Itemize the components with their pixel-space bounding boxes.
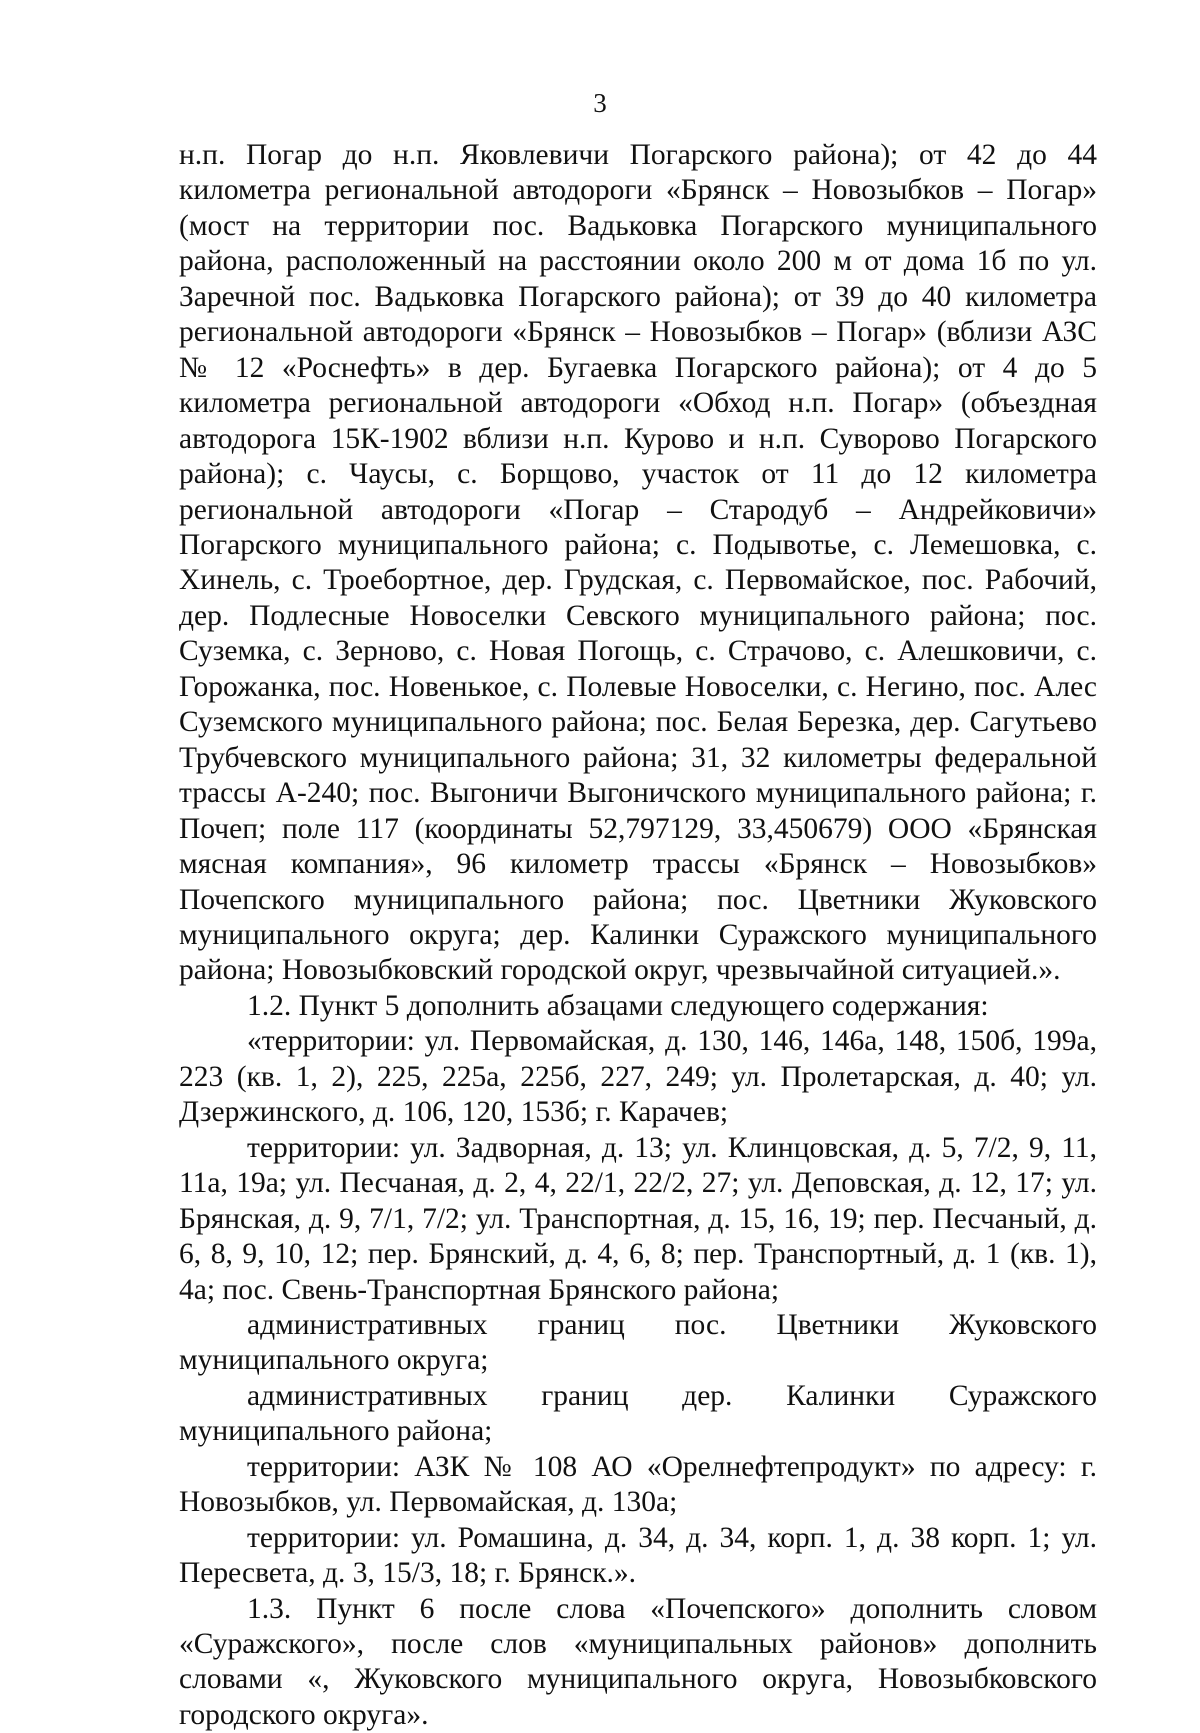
paragraph-kalinki: административных границ дер. Калинки Суражского муниципального района; — [179, 1379, 1097, 1448]
paragraph-tsvetniki: административных границ пос. Цветники Жуковского муниципального округа; — [179, 1308, 1097, 1377]
document-body — [179, 138, 1097, 1733]
paragraph-bryansk-district: территории: ул. Задворная, д. 13; ул. Клинцовская, д. 5, 7/2, 9, 11, 11а, 19а; ул. Песчаная, д. 2, 4, 22/1, 22/2, 27; ул. Деповская, д. 12, 17; ул. Брянская, д. 9, 7/1, 7/2; ул. Транспортная, д. 15, 16, 19; пер. Песчаный, д. 6, 8, 9, 10, 12; пер. Брянский, д. 4, 6, 8; пер. Транспортный, д. 1 (кв. 1), 4а; пос. Свень-Транспортная Брянского района; — [179, 1131, 1097, 1306]
paragraph-karachev: «территории: ул. Первомайская, д. 130, 146, 146а, 148, 150б, 199а, 223 (кв. 1, 2), 225, 225а, 225б, 227, 249; ул. Пролетарская, д. 40; ул. Дзержинского, д. 106, 120, 153б; г. Карачев; — [179, 1025, 1097, 1129]
paragraph-azk-novozybkov: территории: АЗК № 108 АО «Орелнефтепродукт» по адресу: г. Новозыбков, ул. Первомайская, д. 130а; — [179, 1450, 1097, 1519]
paragraph-item-1-2: 1.2. Пункт 5 дополнить абзацами следующего содержания: — [247, 989, 989, 1022]
paragraph-bryansk-city: территории: ул. Ромашина, д. 34, д. 34, корп. 1, д. 38 корп. 1; ул. Пересвета, д. 3, 15/3, 18; г. Брянск.». — [179, 1521, 1097, 1590]
paragraph-item-1-3: 1.3. Пункт 6 после слова «Почепского» дополнить словом «Суражского», после слов «муниципальных районов» дополнить словами «, Жуковского муниципального округа, Новозыбковского городского округа». — [179, 1592, 1097, 1731]
paragraph-continuation: н.п. Погар до н.п. Яковлевичи Погарского района); от 42 до 44 километра региональной автодороги «Брянск – Новозыбков – Погар» (мост на территории пос. Вадьковка Погарского муниципального района, расположенный на расстоянии около 200 м от дома 1б по ул. Заречной пос. Вадьковка Погарского района); от 39 до 40 километра региональной автодороги «Брянск – Новозыбков – Погар» (вблизи АЗС № 12 «Роснефть» в дер. Бугаевка Погарского района); от 4 до 5 километра региональной автодороги «Обход н.п. Погар» (объездная автодорога 15К-1902 вблизи н.п. Курово и н.п. Суворово Погарского района); с. Чаусы, с. Борщово, участок от 11 до 12 километра региональной автодороги «Погар – Стародуб – Андрейковичи» Погарского муниципального района; с. Подывотье, с. Лемешовка, с. Хинель, с. Троебортное, дер. Грудская, с. Первомайское, пос. Рабочий, дер. Подлесные Новоселки Севского муниципального района; пос. Суземка, с. Зерново, с. Новая Погощь, с. Страчово, с. Алешковичи, с. Горожанка, пос. Новенькое, с. Полевые Новоселки, с. Негино, пос. Алес Суземского муниципального района; пос. Белая Березка, дер. Сагутьево Трубчевского муниципального района; 31, 32 километры федеральной трассы А-240; пос. Выгоничи Выгоничского муниципального района; г. Почеп; поле 117 (координаты 52,797129, 33,450679) ООО «Брянская мясная компания», 96 километр трассы «Брянск – Новозыбков» Почепского муниципального района; пос. Цветники Жуковского муниципального округа; дер. Калинки Суражского муниципального района; Новозыбковский городской округ, чрезвычайной ситуацией.». — [179, 139, 1097, 987]
page-number: 3 — [593, 88, 607, 118]
